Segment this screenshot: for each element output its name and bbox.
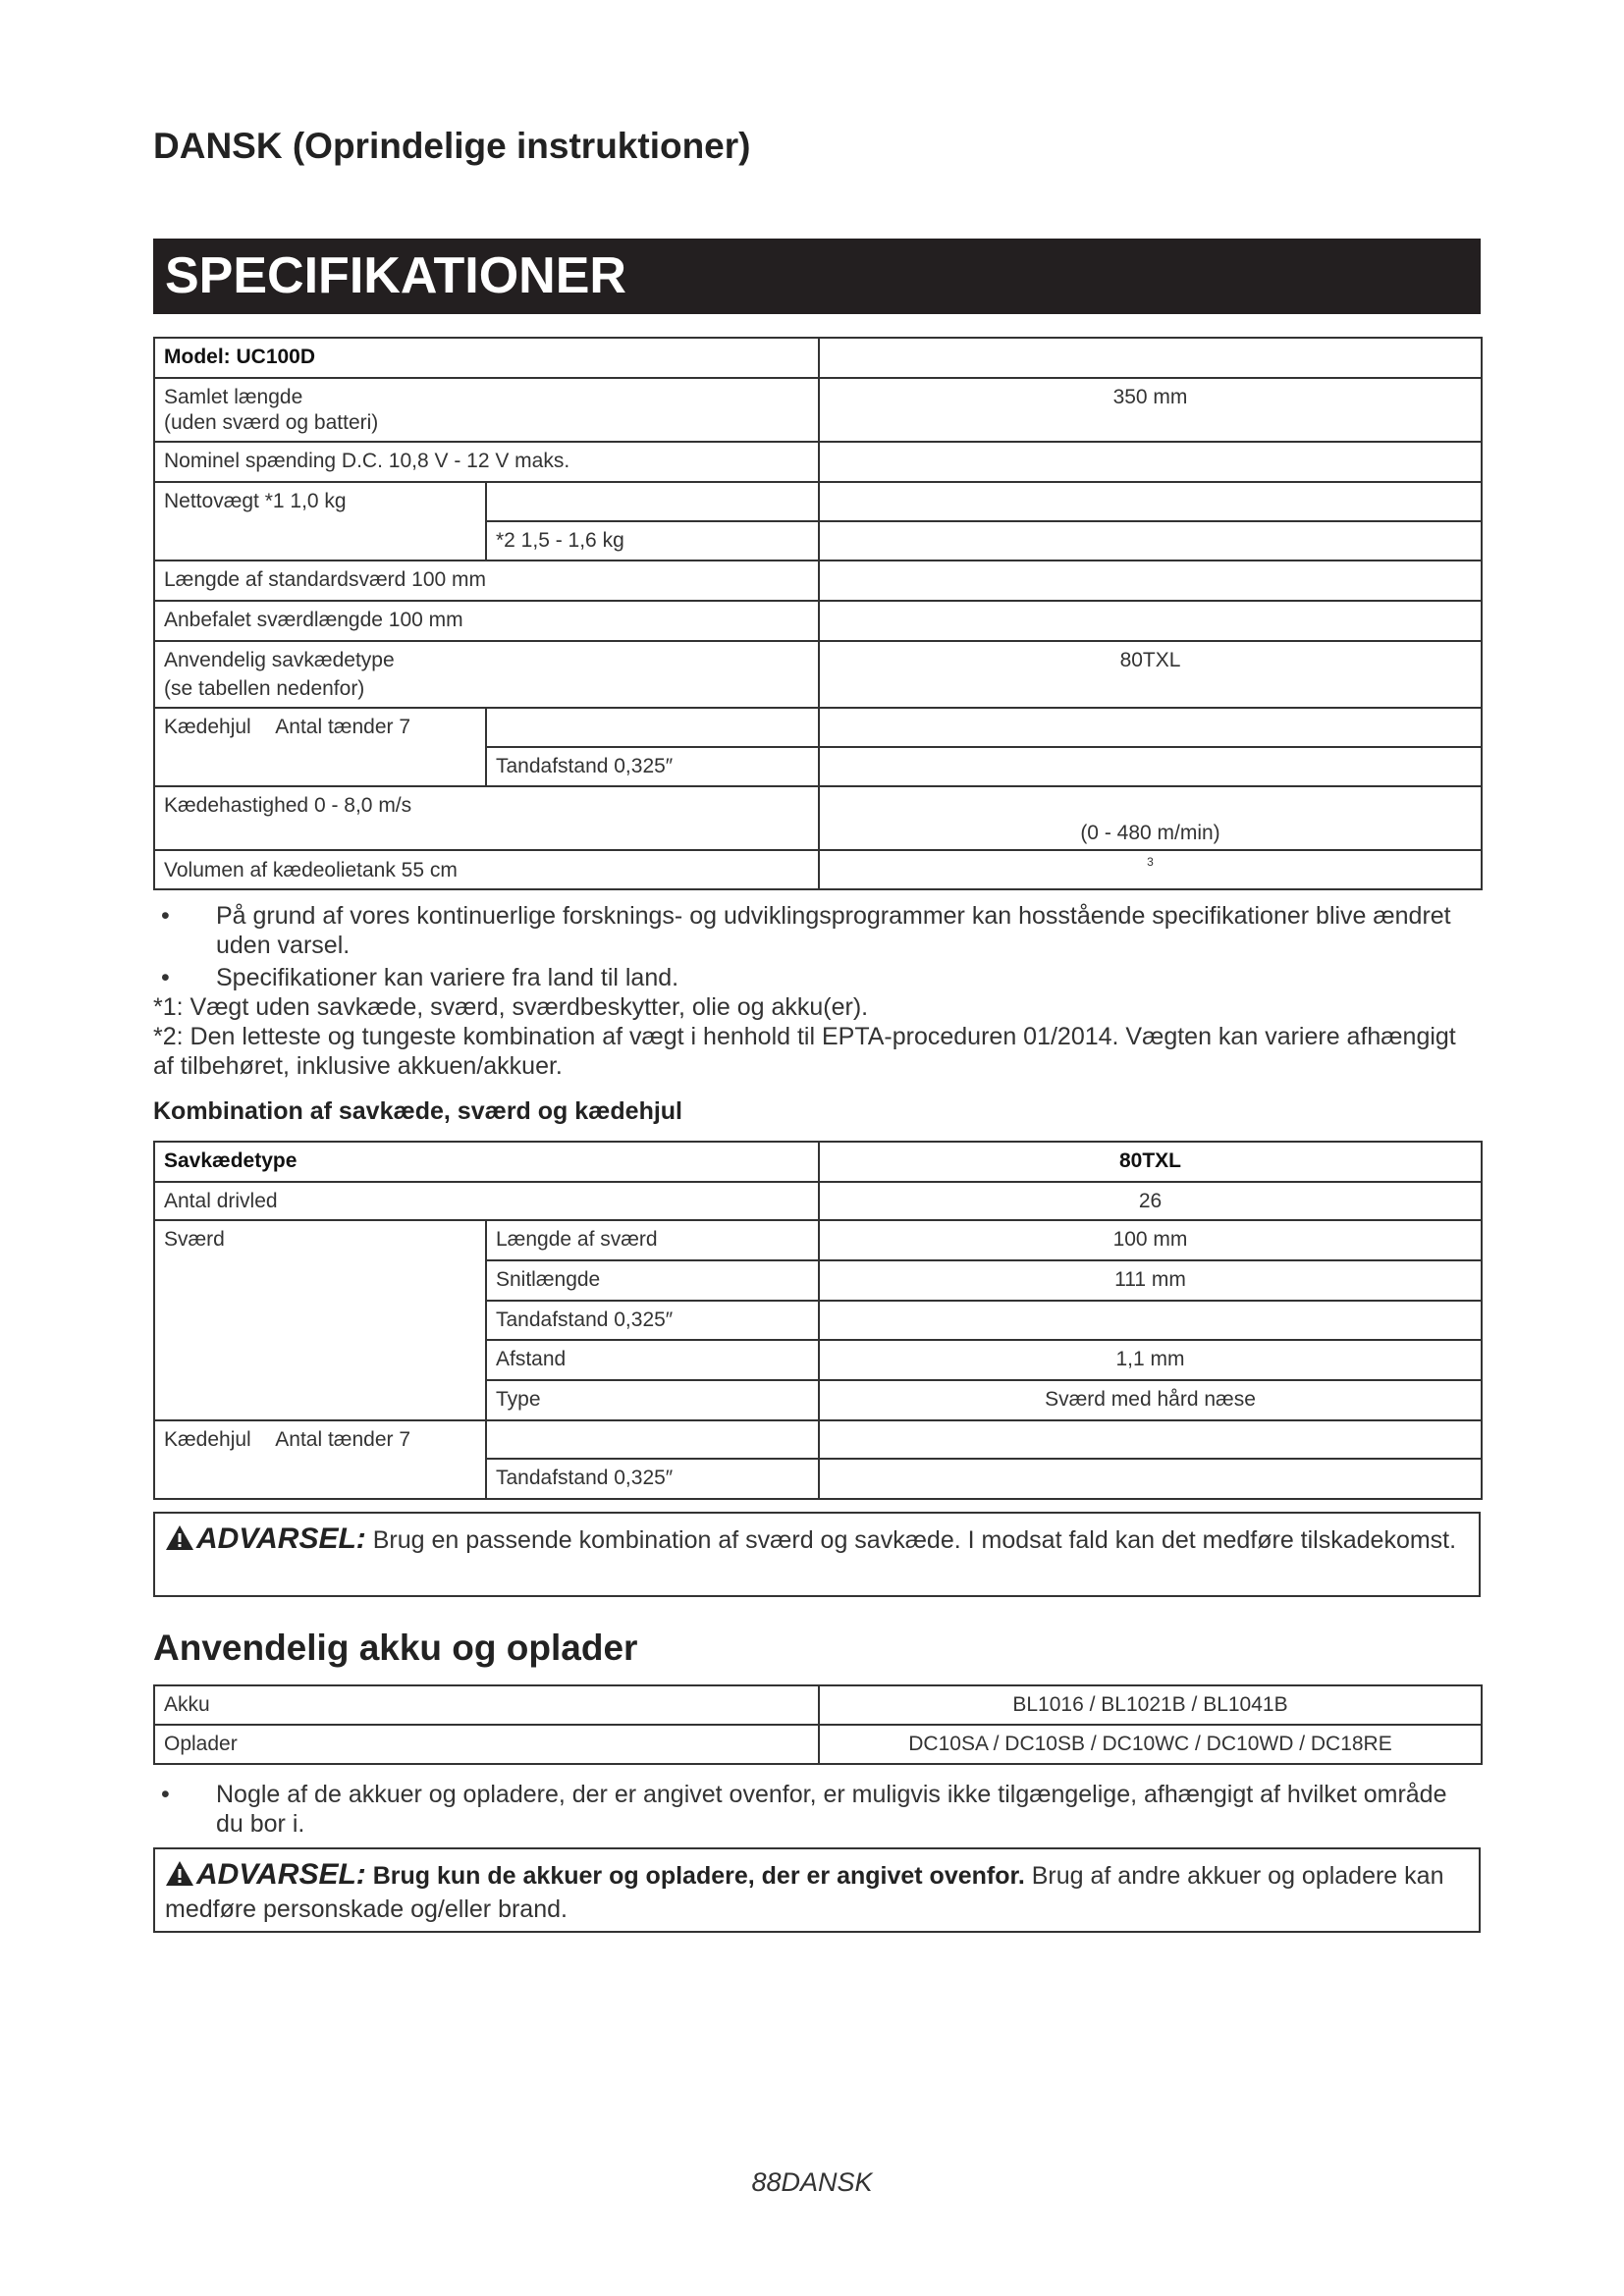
spec-chain-type-label: Anvendelig savkædetype xyxy=(164,649,395,671)
spec-sprocket-label: Kædehjul xyxy=(164,716,251,738)
note-bullet-3-text: Nogle af de akkuer og opladere, der er angivet ovenfor, er muligvis ikke tilgængelige, afhængigt af hvilket område du bor i. xyxy=(216,1781,1447,1838)
spec-net-weight: Nettovægt *1 1,0 kg xyxy=(154,482,486,521)
combo-sprocket-pitch-value xyxy=(819,1459,1482,1499)
footnote-2: *2: Den letteste og tungeste kombination af vægt i henhold til EPTA-proceduren 01/2014. Vægten kan variere afhængigt af tilbehøret, inklusive akkuen/akkuer. xyxy=(153,1023,1456,1080)
battery-akku-label: Akku xyxy=(154,1685,819,1725)
battery-charger-label: Oplader xyxy=(154,1725,819,1764)
combo-bar-label: Sværd xyxy=(154,1220,486,1420)
combo-teeth-result xyxy=(819,1420,1482,1459)
combo-chain-type-label: Savkædetype xyxy=(154,1142,819,1182)
spec-rec-bar-value xyxy=(819,601,1482,641)
spec-teeth: Antal tænder 7 xyxy=(275,716,411,738)
combo-teeth-value xyxy=(486,1420,819,1459)
spec-oil-tank: Volumen af kædeolietank 55 cm xyxy=(154,850,819,889)
combo-drive-links-label: Antal drivled xyxy=(154,1182,819,1220)
note-bullet-2-text: Specifikationer kan variere fra land til land. xyxy=(216,964,679,991)
note-bullet-2 xyxy=(153,963,1481,992)
spec-std-bar-value xyxy=(819,561,1482,601)
spec-net-weight-2-value xyxy=(819,521,1482,561)
warning-1-label: ADVARSEL: xyxy=(196,1522,366,1555)
bullet-icon: • xyxy=(161,902,170,930)
warning-box-2 xyxy=(153,1847,1481,1933)
combo-cut-length-label: Snitlængde xyxy=(486,1260,819,1301)
combo-type-value: Sværd med hård næse xyxy=(819,1380,1482,1420)
section-banner: SPECIFIKATIONER xyxy=(153,239,1481,314)
spec-table xyxy=(153,337,1483,890)
spec-model-value xyxy=(819,338,1482,378)
page-footer: 88DANSK xyxy=(751,2167,873,2197)
spec-chain-type-value: 80TXL xyxy=(819,641,1482,708)
spec-net-weight-1-result xyxy=(819,482,1482,521)
combo-cut-length-value: 111 mm xyxy=(819,1260,1482,1301)
spec-overall-length-sub: (uden sværd og batteri) xyxy=(164,411,379,434)
spec-teeth-result xyxy=(819,708,1482,747)
battery-note xyxy=(153,1780,1481,1839)
battery-table xyxy=(153,1684,1483,1765)
warning-triangle-icon xyxy=(165,1524,194,1559)
spec-chain-speed: Kædehastighed 0 - 8,0 m/s xyxy=(154,786,819,850)
note-bullet-1 xyxy=(153,901,1481,960)
spec-oil-tank-unit: 3 xyxy=(819,850,1482,889)
combo-sprocket xyxy=(154,1420,486,1459)
spec-overall-length-label: Samlet længde xyxy=(164,386,303,408)
combo-bar-length-label: Længde af sværd xyxy=(486,1220,819,1260)
combo-pitch-value xyxy=(819,1301,1482,1340)
spec-sprocket xyxy=(154,708,486,747)
note-bullet-1-text: På grund af vores kontinuerlige forsknings- og udviklingsprogrammer kan hosstående specifikationer blive ændret uden varsel. xyxy=(216,902,1451,959)
combo-gauge-label: Afstand xyxy=(486,1340,819,1380)
note-bullet-3 xyxy=(153,1780,1481,1839)
bullet-icon: • xyxy=(161,1781,170,1808)
spec-pitch-value xyxy=(819,747,1482,786)
combo-chain-type-value: 80TXL xyxy=(819,1142,1482,1182)
spec-voltage: Nominel spænding D.C. 10,8 V - 12 V maks. xyxy=(154,442,819,482)
warning-box-1 xyxy=(153,1512,1481,1597)
combo-drive-links-value: 26 xyxy=(819,1182,1482,1220)
warning-2-label: ADVARSEL: xyxy=(196,1858,366,1891)
combo-pitch-label: Tandafstand 0,325″ xyxy=(486,1301,819,1340)
combo-bar-length-value: 100 mm xyxy=(819,1220,1482,1260)
battery-charger-value: DC10SA / DC10SB / DC10WC / DC10WD / DC18RE xyxy=(819,1725,1482,1764)
combo-sprocket-label: Kædehjul xyxy=(164,1428,251,1451)
spec-overall-length xyxy=(154,378,819,442)
spec-notes xyxy=(153,901,1481,1081)
spec-chain-speed-value: (0 - 480 m/min) xyxy=(819,786,1482,850)
warning-triangle-icon xyxy=(165,1860,194,1895)
warning-2-text: Brug af andre akkuer og opladere kan medføre personskade og/eller brand. xyxy=(165,1862,1444,1923)
spec-net-weight-2: *2 1,5 - 1,6 kg xyxy=(486,521,819,561)
bullet-icon: • xyxy=(161,964,170,991)
combo-heading: Kombination af savkæde, sværd og kædehjul xyxy=(153,1097,683,1125)
combo-gauge-value: 1,1 mm xyxy=(819,1340,1482,1380)
section-battery-title: Anvendelig akku og oplader xyxy=(153,1628,638,1668)
spec-std-bar: Længde af standardsværd 100 mm xyxy=(154,561,819,601)
spec-chain-type-sub: (se tabellen nedenfor) xyxy=(164,677,365,700)
spec-pitch: Tandafstand 0,325″ xyxy=(486,747,819,786)
warning-2-bold: Brug kun de akkuer og opladere, der er angivet ovenfor. xyxy=(365,1862,1025,1890)
combo-type-label: Type xyxy=(486,1380,819,1420)
spec-teeth-value xyxy=(486,708,819,747)
combo-sprocket-pitch: Tandafstand 0,325″ xyxy=(486,1459,819,1499)
spec-sprocket-cont xyxy=(154,747,486,786)
spec-net-weight-1-value xyxy=(486,482,819,521)
spec-rec-bar: Anbefalet sværdlængde 100 mm xyxy=(154,601,819,641)
combo-teeth: Antal tænder 7 xyxy=(275,1428,411,1451)
warning-1-text: Brug en passende kombination af sværd og savkæde. I modsat fald kan det medføre tilskadekomst. xyxy=(365,1526,1457,1554)
combo-table xyxy=(153,1141,1483,1500)
footnote-1: *1: Vægt uden savkæde, sværd, sværdbeskytter, olie og akku(er). xyxy=(153,993,869,1021)
battery-akku-value: BL1016 / BL1021B / BL1041B xyxy=(819,1685,1482,1725)
page-title: DANSK (Oprindelige instruktioner) xyxy=(153,126,751,166)
spec-voltage-value xyxy=(819,442,1482,482)
combo-sprocket-cont xyxy=(154,1459,486,1499)
spec-overall-length-value: 350 mm xyxy=(819,378,1482,442)
spec-net-weight-cont xyxy=(154,521,486,561)
spec-model: Model: UC100D xyxy=(154,338,819,378)
spec-chain-type xyxy=(154,641,819,708)
